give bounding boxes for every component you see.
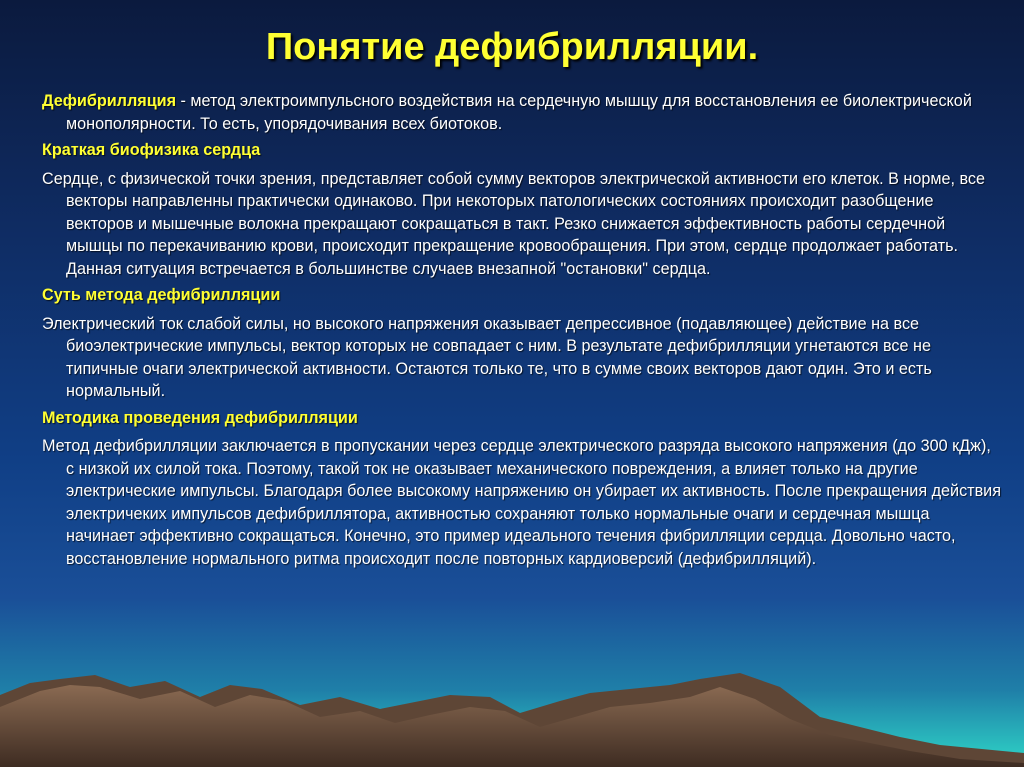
section-heading-method-essence: Суть метода дефибрилляции: [42, 286, 281, 304]
section-text-method-essence: Электрический ток слабой силы, но высокого напряжения оказывает депрессивное (подавляющее) действие на все биоэлектрические импульсы, вектор которых не совпадает с ним. В результате дефибрилляции угнетаются все не типичные очаги электрической активности. Остаются только те, что в сумме своих векторов дают один. Это и есть нормальный.: [42, 314, 932, 400]
section-text-procedure: Метод дефибрилляции заключается в пропускании через сердце электрического разряда высокого напряжения (до 300 кДж), с низкой их силой тока. Поэтому, такой ток не оказывает механического повреждения, а влияет только на другие электрические импульсы. Благодаря более высокому напряжению он убирает их активность. После прекращения действия электричеких импульсов дефибриллятора, активностью сохраняют только нормальные очаги и сердечная мышца начинает эффективно сокращаться. Конечно, это пример идеального течения фибрилляции сердца. Довольно часто, восстановление нормального ритма происходит после повторных кардиоверсий (дефибрилляций).: [42, 437, 1001, 568]
intro-definition: - метод электроимпульсного воздействия на сердечную мышцу для восстановления ее биолектрической монополярности. То есть, упорядочивания всех биотоков.: [66, 92, 972, 133]
intro-term: Дефибрилляция: [42, 92, 177, 110]
mountain-range-front: [0, 685, 1024, 767]
mountains-decoration: [0, 657, 1024, 767]
section-heading-biophysics: Краткая биофизика сердца: [42, 141, 261, 159]
section-heading-procedure: Методика проведения дефибрилляции: [42, 408, 358, 427]
section-text-biophysics: Сердце, с физической точки зрения, представляет собой сумму векторов электрической активности его клеток. В норме, все векторы направленны практически одинаково. При некоторых патологических состояниях происходит разобщение векторов и мышечные волокна прекращают сокращаться в такт. Резко снижается эффективность работы сердечной мышцы по перекачиванию крови, происходит прекращение кровообращения. При этом, сердце продолжает работать. Данная ситуация встречается в большинстве случаев внезапной "остановки" сердца.: [42, 169, 986, 278]
slide-title: Понятие дефибрилляции.: [265, 26, 759, 68]
slide-content: [42, 90, 1002, 574]
intro-paragraph: [42, 90, 1002, 135]
